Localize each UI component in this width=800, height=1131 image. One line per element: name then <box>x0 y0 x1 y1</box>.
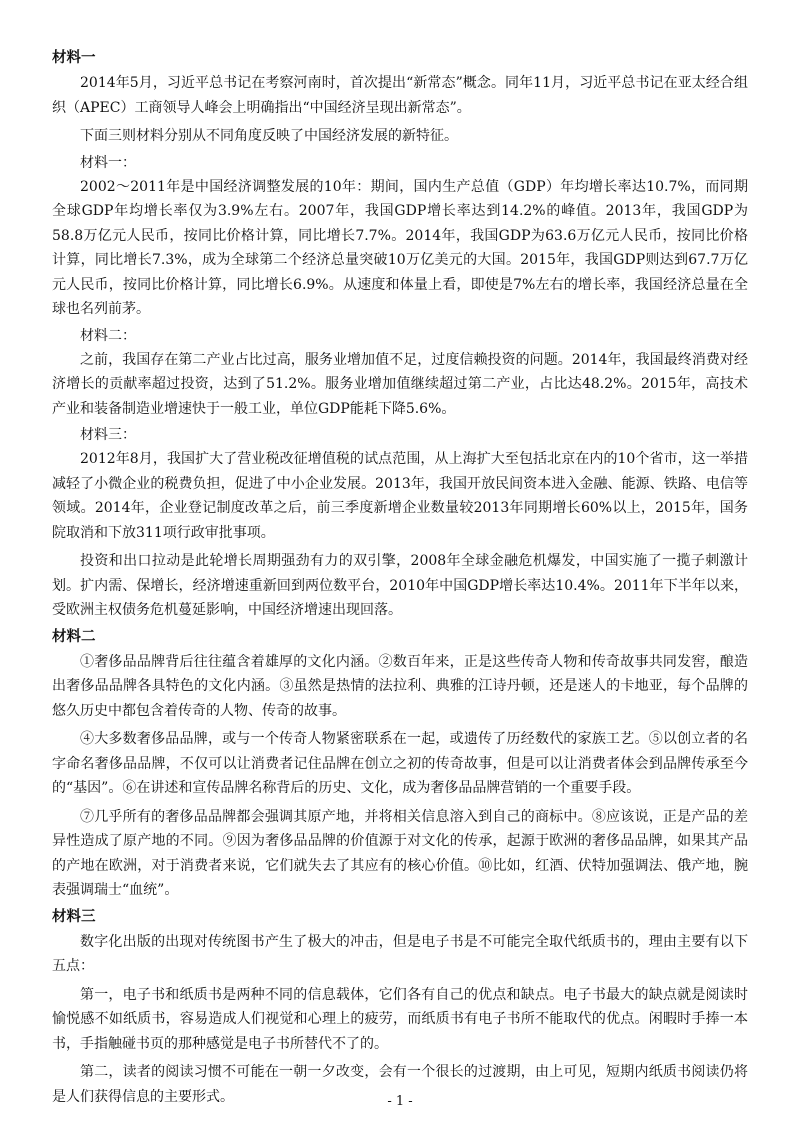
paragraph: ⑦几乎所有的奢侈品品牌都会强调其原产地，并将相关信息溶入到自己的商标中。⑧应该说，正是产品的差异性造成了原产地的不同。⑨因为奢侈品品牌的价值源于对文化的传承，起源于欧洲的奢侈品品牌，如果其产品的产地在欧洲，对于消费者来说，它们就失去了其应有的核心价值。⑩比如，红酒、伏特加强调法、俄产地，腕表强调瑞士“血统”。 <box>52 808 748 898</box>
section-heading-material-3: 材料三 <box>52 908 96 925</box>
paragraph: ①奢侈品品牌背后往往蕴含着雄厚的文化内涵。②数百年来，正是这些传奇人物和传奇故事共同发窖，酿造出奢侈品品牌各具特色的文化内涵。③虽然是热情的法拉利、典雅的江诗丹顿，还是迷人的卡地亚，每个品牌的悠久历史中都包含着传奇的人物、传奇的故事。 <box>52 653 748 719</box>
paragraph: 2014年5月，习近平总书记在考察河南时，首次提出“新常态”概念。同年11月，习近平总书记在亚太经合组织（APEC）工商领导人峰会上明确指出“中国经济呈现出新常态”。 <box>52 75 748 116</box>
paragraph: 投资和出口拉动是此轮增长周期强劲有力的双引擎，2008年全球金融危机爆发，中国实施了一揽子刺激计划。扩内需、保增长，经济增速重新回到两位数平台，2010年中国GDP增长率达10.4%。2011年下半年以来，受欧洲主权债务危机蔓延影响，中国经济增速出现回落。 <box>52 553 748 618</box>
paragraph: 第二，读者的阅读习惯不可能在一朝一夕改变，会有一个很长的过渡期，由上可见，短期内纸质书阅读仍将是人们获得信息的主要形式。 <box>52 1064 748 1105</box>
paragraph: 2002～2011年是中国经济调整发展的10年：期间，国内生产总值（GDP）年均增长率达10.7%，而同期全球GDP年均增长率仅为3.9%左右。2007年，我国GDP增长率达到14.2%的峰值。2013年，我国GDP为58.8万亿元人民币，按同比价格计算，同比增长7.7%。2014年，我国GDP为63.6万亿元人民币，按同比价格计算，同比增长7.3%，成为全球第二个经济总量突破10万亿美元的大国。2015年，我国GDP则达到67.7万亿元人民币，按同比价格计算，同比增长6.9%。从速度和体量上看，即使是7%左右的增长率，我国经济总量在全球也名列前茅。 <box>52 178 748 317</box>
subsection-heading-3: 材料三： <box>80 427 136 443</box>
document-body <box>52 46 748 1113</box>
paragraph: 之前，我国存在第二产业占比过高，服务业增加值不足，过度信赖投资的问题。2014年，我国最终消费对经济增长的贡献率超过投资，达到了51.2%。服务业增加值继续超过第二产业，占比达48.2%。2015年，高技术产业和装备制造业增速快于一般工业，单位GDP能耗下降5.6%。 <box>52 351 748 417</box>
paragraph: 下面三则材料分别从不同角度反映了中国经济发展的新特征。 <box>80 128 458 144</box>
page-number: - 1 - <box>387 1094 413 1109</box>
paragraph: 第一，电子书和纸质书是两种不同的信息载体，它们各有自己的优点和缺点。电子书最大的缺点就是阅读时愉悦感不如纸质书，容易造成人们视觉和心理上的疲劳，而纸质书有电子书所不能取代的优点。闲暇时手捧一本书，手指触碰书页的那种感觉是电子书所替代不了的。 <box>52 986 748 1052</box>
section-heading-material-1: 材料一 <box>52 50 96 66</box>
paragraph: 数字化出版的出现对传统图书产生了极大的冲击，但是电子书是不可能完全取代纸质书的，理由主要有以下五点： <box>52 933 748 974</box>
paragraph: 2012年8月，我国扩大了营业税改征增值税的试点范围，从上海扩大至包括北京在内的10个省市，这一举措减轻了小微企业的税费负担，促进了中小企业发展。2013年，我国开放民间资本进入金融、能源、铁路、电信等领域。2014年，企业登记制度改革之后，前三季度新增企业数量较2013年同期增长60%以上，2015年，国务院取消和下放311项行政审批事项。 <box>52 451 748 541</box>
section-heading-material-2: 材料二 <box>52 628 96 645</box>
subsection-heading-1: 材料一： <box>80 154 136 171</box>
paragraph: ④大多数奢侈品品牌，或与一个传奇人物紧密联系在一起，或遗传了历经数代的家族工艺。⑤以创立者的名字命名奢侈品品牌，不仅可以让消费者记住品牌在创立之初的传奇故事，但是可以让消费者体会到品牌传承至今的“基因”。⑥在讲述和宣传品牌名称背后的历史、文化，成为奢侈品品牌营销的一个重要手段。 <box>52 731 748 796</box>
subsection-heading-2: 材料二： <box>80 327 136 344</box>
